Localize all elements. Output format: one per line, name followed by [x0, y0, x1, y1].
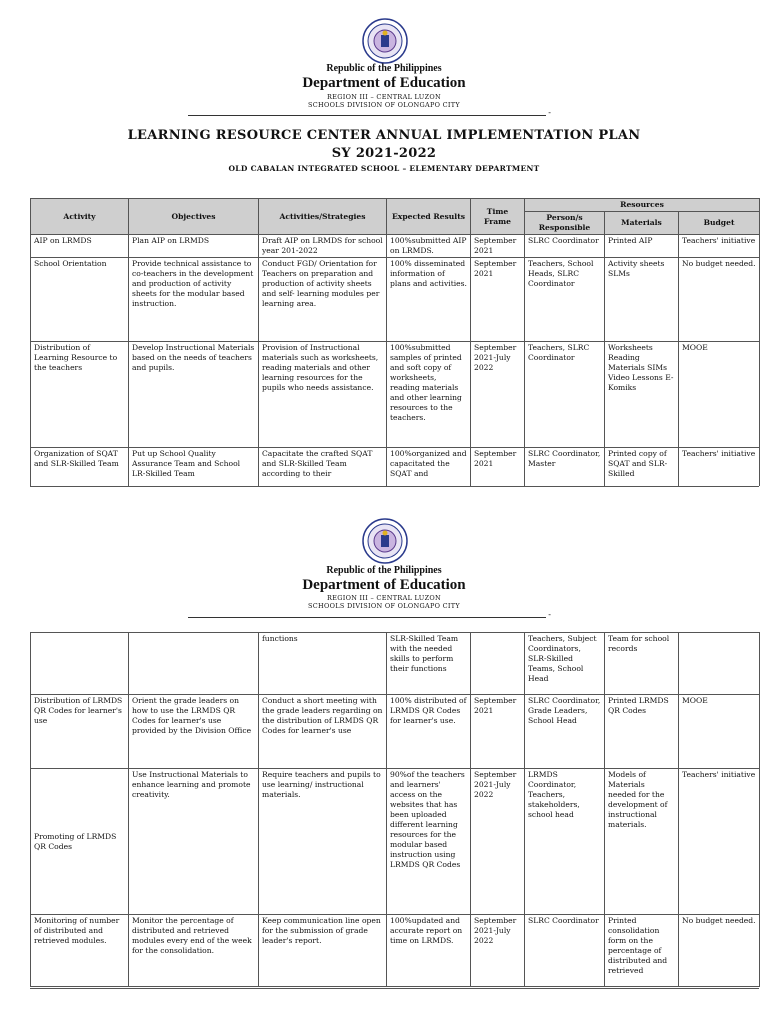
cell-results: 100%submitted AIP on LRMDS.: [387, 235, 471, 258]
cell-persons: SLRC Coordinator: [525, 915, 605, 987]
header-budget: Budget: [679, 212, 760, 235]
cell-activity: AIP on LRMDS: [31, 235, 129, 258]
cell-objectives: [129, 633, 259, 695]
header-persons: Person/s Responsible: [525, 212, 605, 235]
cell-strategies: functions: [259, 633, 387, 695]
cell-strategies: Capacitate the crafted SQAT and SLR-Skilled Team according to their: [259, 448, 387, 487]
cell-budget: No budget needed.: [679, 915, 760, 987]
header-resources: Resources: [525, 199, 760, 212]
plan-table-page-1: [0, 198, 768, 486]
cell-results: 100%organized and capacitated the SQAT and: [387, 448, 471, 487]
cell-activity: Organization of SQAT and SLR-Skilled Team: [31, 448, 129, 487]
header-strategies: Activities/Strategies: [259, 199, 387, 235]
cell-strategies: Provision of Instructional materials such as worksheets, reading materials and other learning resources for the pupils who needs assistance.: [259, 342, 387, 448]
cell-budget: MOOE: [679, 342, 760, 448]
table-row: [31, 633, 760, 695]
division-label: SCHOOLS DIVISION OF OLONGAPO CITY: [307, 101, 461, 109]
header-time-frame: Time Frame: [471, 199, 525, 235]
republic-label: Republic of the Philippines: [326, 565, 442, 576]
cell-results: 100% distributed of LRMDS QR Codes for learner's use.: [387, 695, 471, 769]
table-row: [31, 235, 760, 258]
cell-objectives: Put up School Quality Assurance Team and School LR-Skilled Team: [129, 448, 259, 487]
cell-persons: SLRC Coordinator, Master: [525, 448, 605, 487]
plan-table-page-2: [0, 632, 768, 988]
republic-label: Republic of the Philippines: [326, 63, 442, 74]
header-expected-results: Expected Results: [387, 199, 471, 235]
cell-results: 100%updated and accurate report on time on LRMDS.: [387, 915, 471, 987]
cell-time: September 2021-July 2022: [471, 769, 525, 915]
cell-time: September 2021: [471, 258, 525, 342]
table-row: [31, 258, 760, 342]
cell-strategies: Draft AIP on LRMDS for school year 201-2022: [259, 235, 387, 258]
table-row: [31, 448, 760, 487]
deped-seal-icon: [362, 518, 408, 564]
cell-persons: Teachers, SLRC Coordinator: [525, 342, 605, 448]
cell-time: [471, 633, 525, 695]
cell-time: September 2021: [471, 448, 525, 487]
division-label: SCHOOLS DIVISION OF OLONGAPO CITY: [307, 602, 461, 610]
cell-persons: Teachers, School Heads, SLRC Coordinator: [525, 258, 605, 342]
cell-materials: Printed copy of SQAT and SLR-Skilled: [605, 448, 679, 487]
cell-strategies: Conduct FGD/ Orientation for Teachers on preparation and production of activity sheets and self- learning modules per learning area.: [259, 258, 387, 342]
document-page-1: [0, 0, 768, 500]
cell-persons: SLRC Coordinator, Grade Leaders, School Head: [525, 695, 605, 769]
cell-materials: Printed AIP: [605, 235, 679, 258]
cell-time: September 2021-July 2022: [471, 342, 525, 448]
cell-materials: Team for school records: [605, 633, 679, 695]
cell-persons: SLRC Coordinator: [525, 235, 605, 258]
cell-materials: Activity sheets SLMs: [605, 258, 679, 342]
cell-time: September 2021: [471, 235, 525, 258]
cell-objectives: Develop Instructional Materials based on the needs of teachers and pupils.: [129, 342, 259, 448]
page-2-table-bottom: [30, 988, 759, 989]
cell-persons: Teachers, Subject Coordinators, SLR-Skilled Teams, School Head: [525, 633, 605, 695]
table-row: [31, 342, 760, 448]
header-objectives: Objectives: [129, 199, 259, 235]
plan-title: LEARNING RESOURCE CENTER ANNUAL IMPLEMENTATION PLAN: [127, 128, 641, 143]
cell-strategies: Keep communication line open for the submission of grade leader's report.: [259, 915, 387, 987]
cell-activity: [31, 633, 129, 695]
cell-results: 90%of the teachers and learners' access on the websites that has been uploaded different learning resources for the modular based instruction using LRMDS QR Codes: [387, 769, 471, 915]
cell-budget: Teachers' initiative: [679, 769, 760, 915]
cell-activity: Distribution of Learning Resource to the teachers: [31, 342, 129, 448]
cell-activity: Monitoring of number of distributed and retrieved modules.: [31, 915, 129, 987]
table-row: [31, 695, 760, 769]
cell-materials: Printed consolidation form on the percentage of distributed and retrieved: [605, 915, 679, 987]
cell-strategies: Require teachers and pupils to use learning/ instructional materials.: [259, 769, 387, 915]
cell-time: September 2021-July 2022: [471, 915, 525, 987]
cell-objectives: Monitor the percentage of distributed and retrieved modules every end of the week for the consolidation.: [129, 915, 259, 987]
school-year: SY 2021-2022: [331, 146, 437, 161]
cell-budget: No budget needed.: [679, 258, 760, 342]
cell-budget: Teachers' initiative: [679, 448, 760, 487]
header-rule: [188, 115, 546, 116]
cell-objectives: Plan AIP on LRMDS: [129, 235, 259, 258]
header-rule: [188, 617, 546, 618]
region-label: REGION III – CENTRAL LUZON: [326, 594, 442, 602]
deped-seal-icon: [362, 18, 408, 64]
cell-persons: LRMDS Coordinator, Teachers, stakeholders, school head: [525, 769, 605, 915]
cell-budget: MOOE: [679, 695, 760, 769]
table-row: [31, 769, 760, 915]
region-label: REGION III – CENTRAL LUZON: [326, 93, 442, 101]
cell-results: 100% disseminated information of plans and activities.: [387, 258, 471, 342]
cell-budget: Teachers' initiative: [679, 235, 760, 258]
cell-results: 100%submitted samples of printed and soft copy of worksheets, reading materials and other learning resources to the teachers.: [387, 342, 471, 448]
header-activity: Activity: [31, 199, 129, 235]
cell-strategies: Conduct a short meeting with the grade leaders regarding on the distribution of LRMDS QR Codes for learner's use: [259, 695, 387, 769]
cell-activity: School Orientation: [31, 258, 129, 342]
cell-materials: Printed LRMDS QR Codes: [605, 695, 679, 769]
cell-materials: Models of Materials needed for the development of instructional materials.: [605, 769, 679, 915]
cell-budget: [679, 633, 760, 695]
cell-results: SLR-Skilled Team with the needed skills to perform their functions: [387, 633, 471, 695]
cell-objectives: Use Instructional Materials to enhance learning and promote creativity.: [129, 769, 259, 915]
page-1-table-bottom: [30, 486, 759, 487]
department-title: Department of Education: [302, 577, 466, 593]
department-title: Department of Education: [302, 75, 466, 91]
cell-activity: Promoting of LRMDS QR Codes: [31, 769, 129, 915]
header-materials: Materials: [605, 212, 679, 235]
cell-materials: Worksheets Reading Materials SIMs Video Lessons E-Komiks: [605, 342, 679, 448]
document-page-2: [0, 500, 768, 1024]
school-name: OLD CABALAN INTEGRATED SCHOOL – ELEMENTARY DEPARTMENT: [228, 164, 540, 173]
cell-activity: Distribution of LRMDS QR Codes for learner's use: [31, 695, 129, 769]
cell-time: September 2021: [471, 695, 525, 769]
cell-objectives: Provide technical assistance to co-teachers in the development and production of activity sheets for the modular based instruction.: [129, 258, 259, 342]
cell-objectives: Orient the grade leaders on how to use the LRMDS QR Codes for learner's use provided by the Division Office: [129, 695, 259, 769]
table-row: [31, 915, 760, 987]
